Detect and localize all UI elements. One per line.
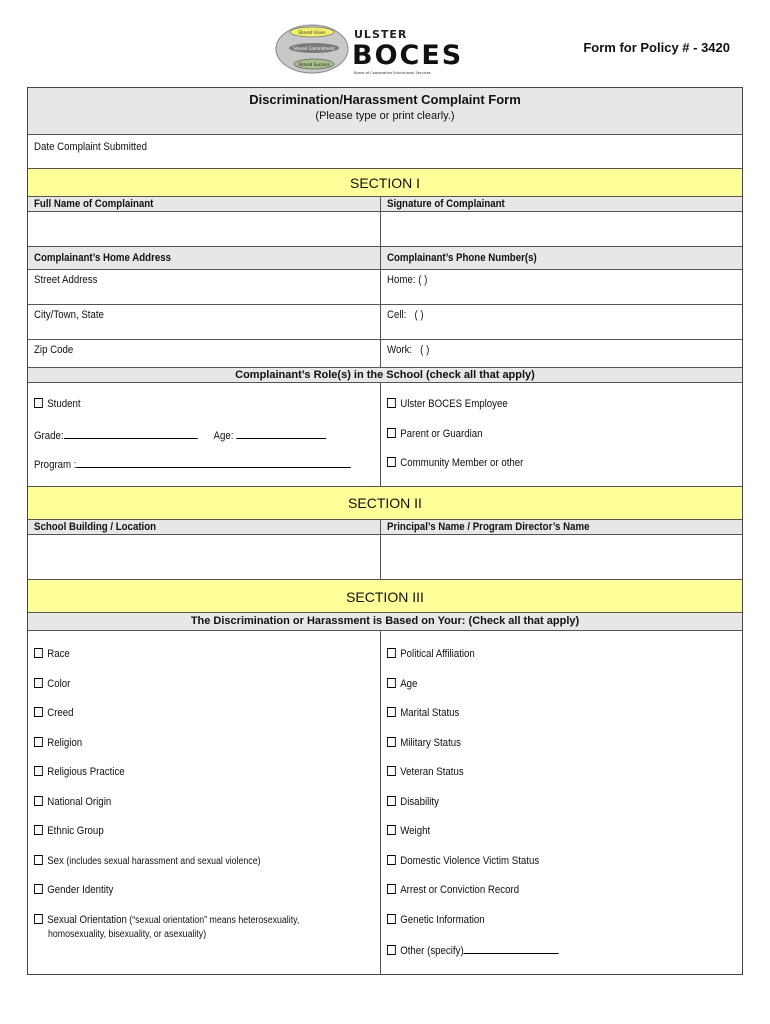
section-1-title: SECTION I xyxy=(349,175,420,191)
city-row[interactable] xyxy=(28,305,742,340)
checkbox-icon[interactable] xyxy=(387,855,396,865)
date-row[interactable] xyxy=(28,135,742,169)
logo-main-text: BOCES xyxy=(352,40,464,71)
column-divider xyxy=(380,383,381,487)
other-option[interactable]: Other (specify) xyxy=(387,943,559,957)
checkbox-icon[interactable] xyxy=(387,945,396,955)
checkbox-icon[interactable] xyxy=(387,825,396,835)
sex-option[interactable]: Sex (includes sexual harassment and sexual violence) xyxy=(34,855,261,867)
program-field[interactable]: Program : xyxy=(34,457,351,471)
domestic-violence-option[interactable]: Domestic Violence Victim Status xyxy=(387,855,539,867)
race-option[interactable]: Race xyxy=(34,648,70,660)
logo-ring-text: Shared Commitment xyxy=(293,46,335,51)
veteran-status-option[interactable]: Veteran Status xyxy=(387,766,464,778)
signature-label: Signature of Complainant xyxy=(387,198,505,210)
ethnic-group-option[interactable]: Ethnic Group xyxy=(34,825,104,837)
religious-practice-option[interactable]: Religious Practice xyxy=(34,766,125,778)
logo-ring-text: Shared Vision xyxy=(298,30,326,35)
disability-option[interactable]: Disability xyxy=(387,796,439,808)
checkbox-icon[interactable] xyxy=(34,707,43,717)
column-divider xyxy=(380,631,381,975)
checkbox-icon[interactable] xyxy=(387,707,396,717)
checkbox-icon[interactable] xyxy=(387,428,396,438)
checkbox-icon[interactable] xyxy=(387,766,396,776)
checkbox-icon[interactable] xyxy=(387,398,396,408)
phone-label: Complainant’s Phone Number(s) xyxy=(387,252,537,264)
checkbox-icon[interactable] xyxy=(34,398,43,408)
grade-age-fields[interactable]: Grade: Age: xyxy=(34,428,326,442)
checkbox-icon[interactable] xyxy=(387,648,396,658)
checkbox-icon[interactable] xyxy=(387,796,396,806)
section-3-header xyxy=(28,580,742,613)
checkbox-icon[interactable] xyxy=(34,737,43,747)
national-origin-option[interactable]: National Origin xyxy=(34,796,111,808)
arrest-record-option[interactable]: Arrest or Conviction Record xyxy=(387,884,519,896)
age-option[interactable]: Age xyxy=(387,678,417,690)
roles-heading: Complainant’s Role(s) in the School (check all that apply) xyxy=(235,369,535,381)
checkbox-icon[interactable] xyxy=(34,914,43,924)
street-label: Street Address xyxy=(34,274,98,286)
complaint-form xyxy=(27,87,743,975)
basis-block xyxy=(28,631,742,975)
checkbox-icon[interactable] xyxy=(34,796,43,806)
location-header-row xyxy=(28,520,742,535)
form-title: Discrimination/Harassment Complaint Form xyxy=(249,92,521,107)
employee-option[interactable]: Ulster BOCES Employee xyxy=(387,398,508,410)
roles-block xyxy=(28,383,742,487)
checkbox-icon[interactable] xyxy=(387,884,396,894)
date-label: Date Complaint Submitted xyxy=(34,141,147,153)
zip-label: Zip Code xyxy=(34,344,74,356)
policy-number: Form for Policy # - 3420 xyxy=(583,40,730,55)
work-phone-label: Work: ( ) xyxy=(387,344,430,356)
checkbox-icon[interactable] xyxy=(387,678,396,688)
checkbox-icon[interactable] xyxy=(34,678,43,688)
street-row[interactable] xyxy=(28,270,742,305)
orientation-note: (“sexual orientation” means heterosexuality, xyxy=(126,915,300,926)
column-divider xyxy=(380,520,381,580)
creed-option[interactable]: Creed xyxy=(34,707,74,719)
gender-identity-option[interactable]: Gender Identity xyxy=(34,884,113,896)
name-header-row xyxy=(28,197,742,212)
community-option[interactable]: Community Member or other xyxy=(387,457,523,469)
zip-row[interactable] xyxy=(28,340,742,368)
section-3-title: SECTION III xyxy=(346,589,424,605)
city-label: City/Town, State xyxy=(34,309,104,321)
checkbox-icon[interactable] xyxy=(387,737,396,747)
color-option[interactable]: Color xyxy=(34,678,70,690)
section-2-header xyxy=(28,487,742,520)
building-label: School Building / Location xyxy=(34,521,157,533)
orientation-note-cont: homosexuality, bisexuality, or asexuality) xyxy=(48,929,207,940)
checkbox-icon[interactable] xyxy=(34,825,43,835)
basis-header-row xyxy=(28,613,742,631)
weight-option[interactable]: Weight xyxy=(387,825,430,837)
cell-phone-label: Cell: ( ) xyxy=(387,309,424,321)
full-name-label: Full Name of Complainant xyxy=(34,198,154,210)
political-affiliation-option[interactable]: Political Affiliation xyxy=(387,648,475,660)
checkbox-icon[interactable] xyxy=(34,648,43,658)
student-option[interactable]: Student xyxy=(34,398,81,410)
checkbox-icon[interactable] xyxy=(34,884,43,894)
sexual-orientation-option[interactable]: Sexual Orientation (“sexual orientation” means heterosexuality, xyxy=(34,914,299,926)
logo-top-text: ULSTER xyxy=(354,28,408,41)
home-address-label: Complainant’s Home Address xyxy=(34,252,171,264)
home-phone-label: Home: ( ) xyxy=(387,274,428,286)
checkbox-icon[interactable] xyxy=(387,914,396,924)
parent-option[interactable]: Parent or Guardian xyxy=(387,428,483,440)
basis-heading: The Discrimination or Harassment is Based on Your: (Check all that apply) xyxy=(190,615,580,627)
marital-status-option[interactable]: Marital Status xyxy=(387,707,459,719)
roles-header-row xyxy=(28,368,742,383)
column-divider xyxy=(380,197,381,368)
address-header-row xyxy=(28,247,742,270)
checkbox-icon[interactable] xyxy=(34,855,43,865)
checkbox-icon[interactable] xyxy=(387,457,396,467)
form-subtitle: (Please type or print clearly.) xyxy=(315,110,455,122)
location-input-row[interactable] xyxy=(28,535,742,580)
ulster-boces-logo xyxy=(272,18,464,80)
checkbox-icon[interactable] xyxy=(34,766,43,776)
section-2-title: SECTION II xyxy=(348,495,422,511)
logo-sub-text: Board of Cooperative Educational Services xyxy=(354,71,431,75)
name-input-row[interactable] xyxy=(28,212,742,247)
logo-ring-text: Shared Success xyxy=(298,62,330,67)
sex-note: (includes sexual harassment and sexual violence) xyxy=(63,856,261,867)
principal-label: Principal’s Name / Program Director’s Name xyxy=(387,521,590,533)
military-status-option[interactable]: Military Status xyxy=(387,737,461,749)
religion-option[interactable]: Religion xyxy=(34,737,82,749)
genetic-information-option[interactable]: Genetic Information xyxy=(387,914,485,926)
form-title-block xyxy=(28,88,742,135)
section-1-header xyxy=(28,169,742,197)
